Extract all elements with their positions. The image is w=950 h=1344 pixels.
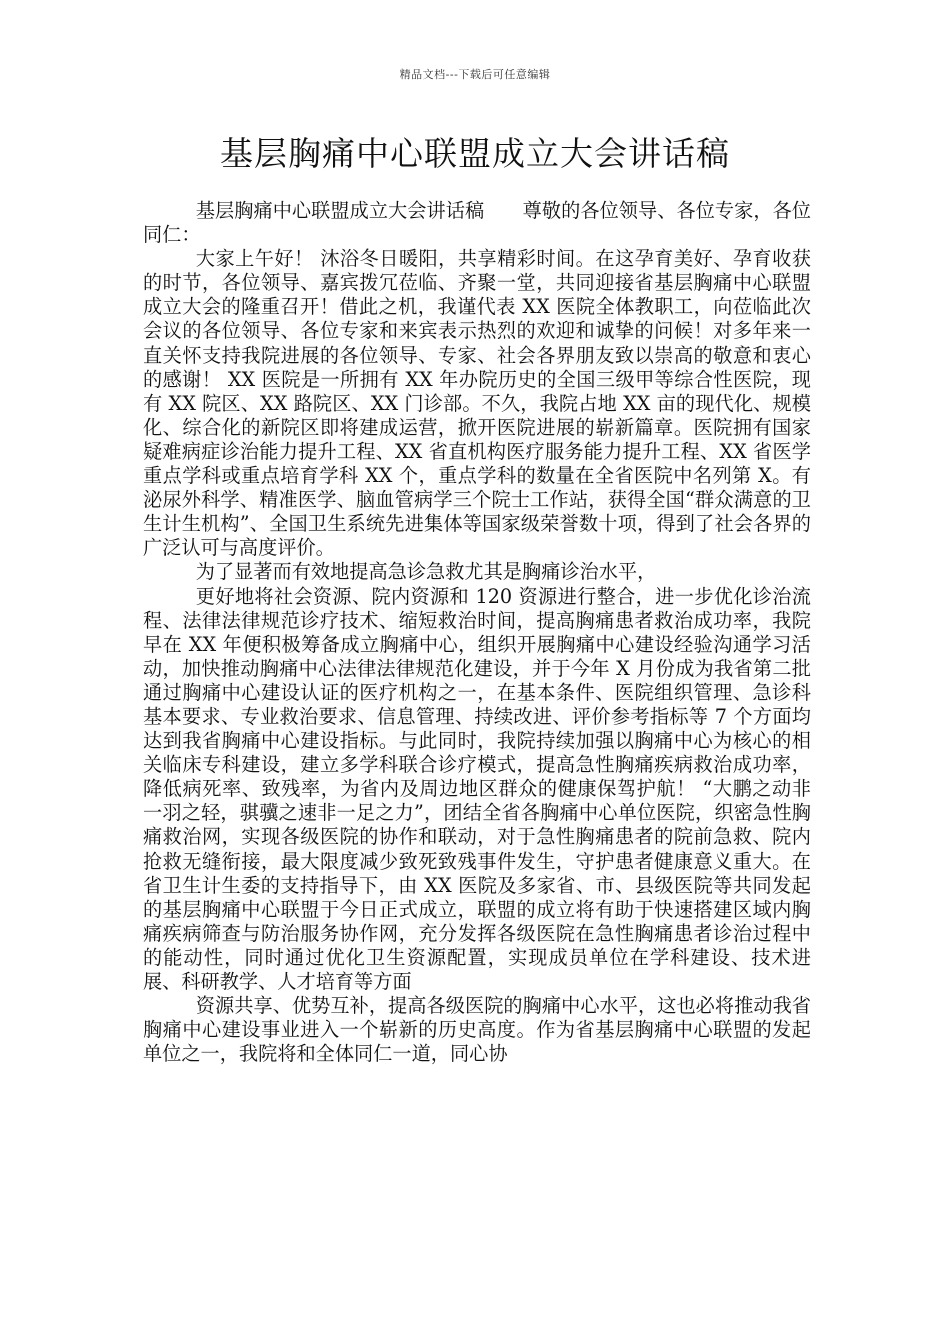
- paragraph-chest-pain-center: 更好地将社会资源、院内资源和 120 资源进行整合，进一步优化诊治流程、法律法律规范诊疗技术、缩短救治时间，提高胸痛患者救治成功率，我院早在 XX 年便积极筹备成立胸痛中心，组织开展胸痛中心建设经验沟通学习活动，加快推动胸痛中心法律法律规范化建设，并于今年 X 月份成为我省第二批通过胸痛中心建设认证的医疗机构之一，在基本条件、医院组织管理、急诊科基本要求、专业救治要求、信息管理、持续改进、评价参考指标等 7 个方面均达到我省胸痛中心建设指标。与此同时，我院持续加强以胸痛中心为核心的相关临床专科建设，建立多学科联合诊疗模式，提高急性胸痛疾病救治成功率，降低病死率、致残率，为省内及周边地区群众的健康保驾护航！ “大鹏之动非一羽之轻，骐骥之速非一足之力”，团结全省各胸痛中心单位医院，织密急性胸痛救治网，实现各级医院的协作和联动，对于急性胸痛患者的院前急救、院内抢救无缝衔接，最大限度减少致死致残事件发生，守护患者健康意义重大。在省卫生计生委的支持指导下，由 XX 医院及多家省、市、县级医院等共同发起的基层胸痛中心联盟于今日正式成立，联盟的成立将有助于快速搭建区域内胸痛疾病筛查与防治服务协作网，充分发挥各级医院在急性胸痛患者诊治过程中的能动性，同时通过优化卫生资源配置，实现成员单位在学科建设、技术进展、科研教学、人才培育等方面: [143, 584, 811, 993]
- paragraph-greeting: 基层胸痛中心联盟成立大会讲话稿 尊敬的各位领导、各位专家，各位同仁：: [143, 199, 811, 247]
- paragraph-introduction: 大家上午好！ 沐浴冬日暖阳，共享精彩时间。在这孕育美好、孕育收获的时节，各位领导、嘉宾拨冗莅临、齐聚一堂，共同迎接省基层胸痛中心联盟成立大会的隆重召开！借此之机，我谨代表 XX 医院全体教职工，向莅临此次会议的各位领导、各位专家和来宾表示热烈的欢迎和诚挚的问候！对多年来一直关怀支持我院进展的各位领导、专家、社会各界朋友致以崇高的敬意和衷心的感谢！ XX 医院是一所拥有 XX 年办院历史的全国三级甲等综合性医院，现有 XX 院区、XX 路院区、XX 门诊部。不久，我院占地 XX 亩的现代化、规模化、综合化的新院区即将建成运营，掀开医院进展的崭新篇章。医院拥有国家疑难病症诊治能力提升工程、XX 省直机构医疗服务能力提升工程、XX 省医学重点学科或重点培育学科 XX 个，重点学科的数量在全省医院中名列第 X。有泌尿外科学、精准医学、脑血管病学三个院士工作站，获得全国“群众满意的卫生计生机构”、全国卫生系统先进集体等国家级荣誉数十项，得到了社会各界的广泛认可与高度评价。: [143, 247, 811, 560]
- document-body: [143, 199, 811, 1066]
- document-title: 基层胸痛中心联盟成立大会讲话稿: [220, 134, 730, 173]
- paragraph-purpose: 为了显著而有效地提高急诊急救尤其是胸痛诊治水平，: [195, 560, 657, 584]
- header-note: 精品文档---下载后可任意编辑: [399, 68, 551, 81]
- paragraph-resource-sharing: 资源共享、优势互补，提高各级医院的胸痛中心水平，这也必将推动我省胸痛中心建设事业进入一个崭新的历史高度。作为省基层胸痛中心联盟的发起单位之一，我院将和全体同仁一道，同心协: [143, 994, 811, 1066]
